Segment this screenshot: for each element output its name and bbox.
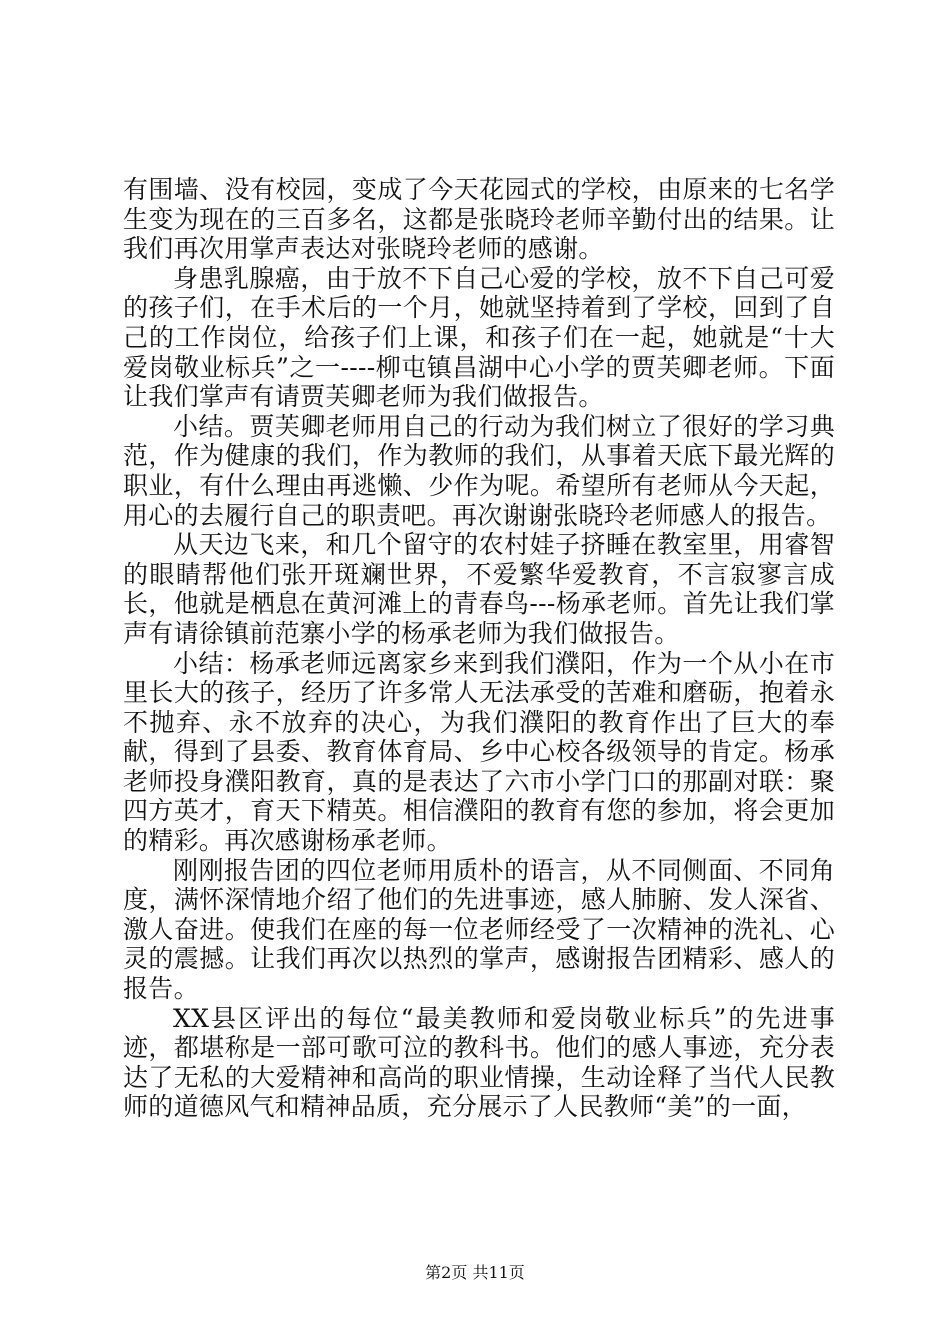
paragraph-5: 小结：杨承老师远离家乡来到我们濮阳，作为一个从小在市里长大的孩子，经历了许多常人无法承受的苦难和磨砺，抱着永不抛弃、永不放弃的决心，为我们濮阳的教育作出了巨大的奉献，得到了县委、教育体育局、乡中心校各级领导的肯定。杨承老师投身濮阳教育，真的是表达了六市小学门口的那副对联：聚四方英才，育天下精英。相信濮阳的教育有您的参加，将会更加的精彩。再次感谢杨承老师。 (123, 648, 835, 856)
body-text (123, 175, 835, 1122)
paragraph-6: 刚刚报告团的四位老师用质朴的语言，从不同侧面、不同角度，满怀深情地介绍了他们的先进事迹，感人肺腑、发人深省、激人奋进。使我们在座的每一位老师经受了一次精神的洗礼、心灵的震撼。让我们再次以热烈的掌声，感谢报告团精彩、感人的报告。 (123, 855, 835, 1004)
paragraph-4: 从天边飞来，和几个留守的农村娃子挤睡在教室里，用睿智的眼睛帮他们张开斑斓世界，不爱繁华爱教育，不言寂寥言成长，他就是栖息在黄河滩上的青春鸟---杨承老师。首先让我们掌声有请徐镇前范寨小学的杨承老师为我们做报告。 (123, 530, 835, 648)
paragraph-7: XX县区评出的每位“最美教师和爱岗敬业标兵”的先进事迹，都堪称是一部可歌可泣的教科书。他们的感人事迹，充分表达了无私的大爱精神和高尚的职业情操，生动诠释了当代人民教师的道德风气和精神品质，充分展示了人民教师“美”的一面， (123, 1003, 835, 1122)
paragraph-1: 有围墙、没有校园，变成了今天花园式的学校，由原来的七名学生变为现在的三百多名，这都是张晓玲老师辛勤付出的结果。让我们再次用掌声表达对张晓玲老师的感谢。 (123, 175, 835, 264)
page-number-footer: 第2页 共11页 (425, 1263, 525, 1282)
paragraph-2: 身患乳腺癌，由于放不下自己心爱的学校，放不下自己可爱的孩子们，在手术后的一个月，她就坚持着到了学校，回到了自己的工作岗位，给孩子们上课，和孩子们在一起，她就是“十大爱岗敬业标兵”之一----柳屯镇昌湖中心小学的贾芙卿老师。下面让我们掌声有请贾芙卿老师为我们做报告。 (123, 263, 835, 412)
paragraph-3: 小结。贾芙卿老师用自己的行动为我们树立了很好的学习典范，作为健康的我们，作为教师的我们，从事着天底下最光辉的职业，有什么理由再逃懒、少作为呢。希望所有老师从今天起，用心的去履行自己的职责吧。再次谢谢张晓玲老师感人的报告。 (123, 411, 835, 530)
